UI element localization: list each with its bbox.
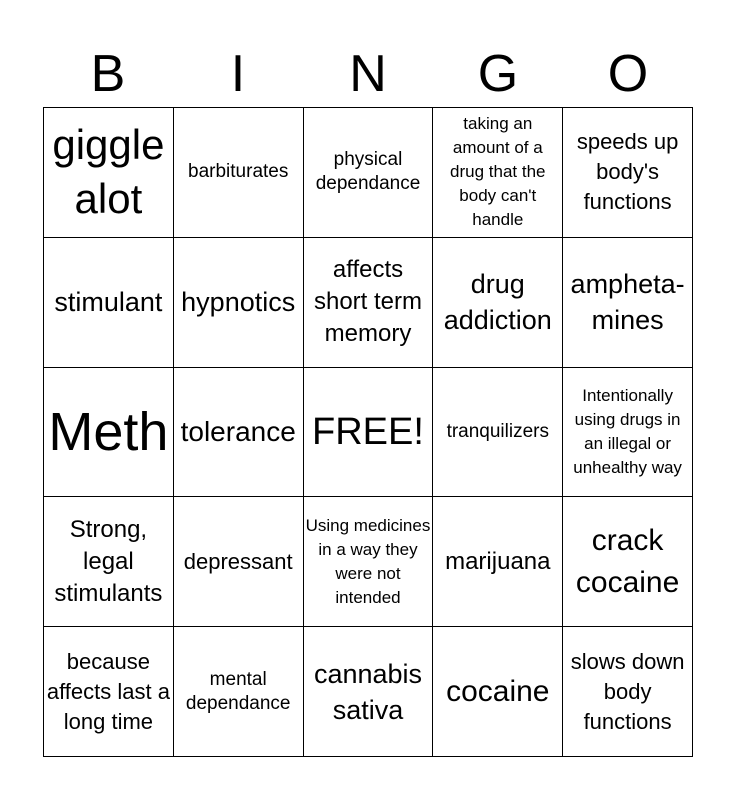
cell-text: marijuana (445, 547, 551, 575)
bingo-cell[interactable] (44, 627, 174, 757)
bingo-cell[interactable] (304, 627, 434, 757)
bingo-board (43, 107, 693, 757)
cell-text: because affects last a long time (46, 648, 170, 734)
free-space-cell[interactable] (304, 368, 434, 498)
cell-text: crack cocaine (575, 523, 680, 599)
bingo-cell[interactable] (304, 497, 434, 627)
bingo-cell[interactable] (563, 368, 693, 498)
cell-text: hypnotics (181, 287, 296, 318)
header-letter-b: B (90, 45, 126, 103)
cell-text: depressant (183, 548, 293, 574)
bingo-cell[interactable] (433, 627, 563, 757)
cell-text: speeds up body's functions (576, 129, 679, 215)
cell-text: taking an amount of a drug that the body can't handle (450, 114, 546, 230)
bingo-cell[interactable] (44, 368, 174, 498)
cell-text: stimulant (54, 287, 163, 318)
bingo-cell[interactable] (44, 108, 174, 238)
cell-text: slows down body functions (570, 648, 685, 734)
bingo-cell[interactable] (304, 108, 434, 238)
bingo-cell[interactable] (174, 497, 304, 627)
cell-text: cannabis sativa (313, 658, 423, 725)
header-letter-n: N (349, 45, 387, 103)
cell-text: giggle alot (52, 121, 165, 223)
cell-text: drug addiction (443, 269, 552, 336)
bingo-cell[interactable] (174, 238, 304, 368)
bingo-cell[interactable] (174, 368, 304, 498)
cell-text: Strong, legal stimulants (54, 515, 163, 607)
header-letter-g: G (477, 45, 519, 103)
header-letter-o: O (607, 45, 649, 103)
bingo-cell[interactable] (433, 497, 563, 627)
bingo-cell[interactable] (304, 238, 434, 368)
cell-text: tolerance (180, 415, 296, 447)
cell-text: barbiturates (188, 161, 289, 183)
cell-text: mental dependance (185, 668, 291, 714)
bingo-cell[interactable] (563, 627, 693, 757)
cell-text: Meth (48, 401, 169, 462)
bingo-cell[interactable] (563, 108, 693, 238)
bingo-cell[interactable] (433, 368, 563, 498)
cell-text: ampheta-mines (570, 269, 685, 336)
bingo-cell[interactable] (433, 238, 563, 368)
bingo-header (43, 40, 693, 108)
cell-text: Intentionally using drugs in an illegal or unhealthy way (573, 385, 682, 477)
bingo-cell[interactable] (174, 108, 304, 238)
cell-text: cocaine (446, 674, 550, 708)
bingo-cell[interactable] (563, 238, 693, 368)
cell-text: FREE! (312, 410, 424, 453)
cell-text: affects short term memory (313, 256, 422, 348)
bingo-cell[interactable] (563, 497, 693, 627)
bingo-cell[interactable] (174, 627, 304, 757)
cell-text: physical dependance (315, 149, 421, 195)
bingo-cell[interactable] (44, 497, 174, 627)
cell-text: tranquilizers (446, 420, 549, 442)
bingo-cell[interactable] (433, 108, 563, 238)
cell-text: Using medicines in a way they were not intended (305, 515, 431, 607)
bingo-cell[interactable] (44, 238, 174, 368)
header-letter-i: I (230, 45, 246, 103)
